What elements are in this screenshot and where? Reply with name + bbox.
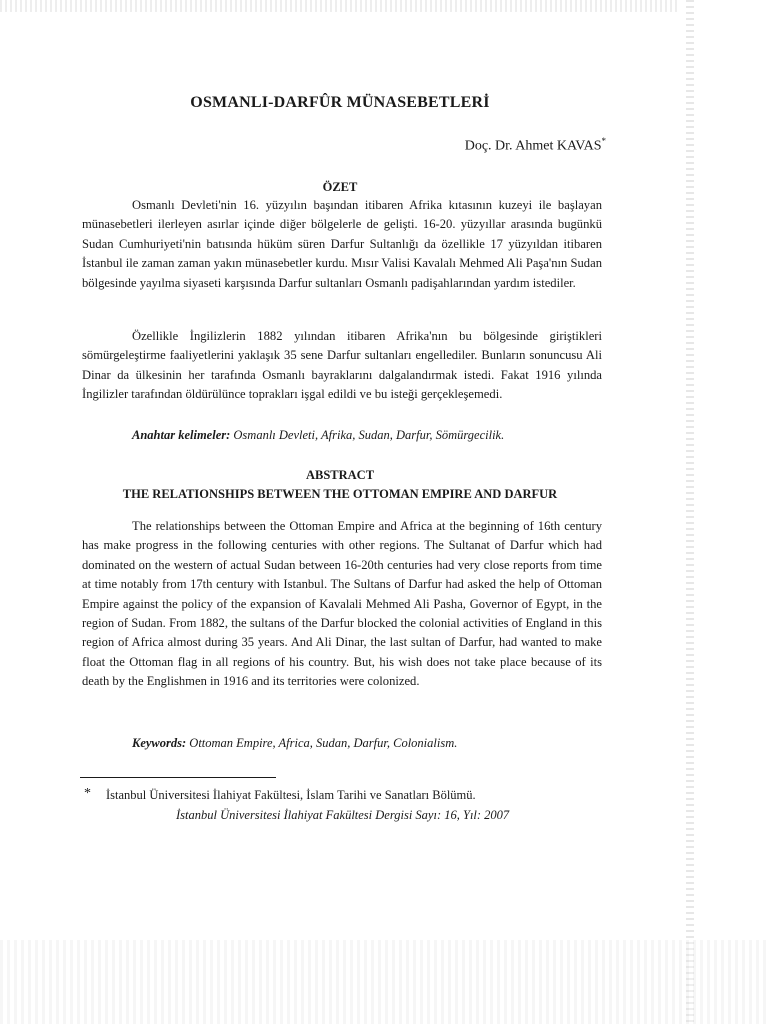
scan-noise-right [686, 0, 694, 1024]
ozet-paragraph-1: Osmanlı Devleti'nin 16. yüzyılın başından itibaren Afrika kıtasının kuzeyi ile başlayan münasebetleri ilerleyen asırlar içinde diğer bölgelerle de gelişti. 16-20. yüzyıllar arasında bugünkü Sudan Cumhuriyeti'nin batısında hüküm süren Darfur Sultanlığı da özellikle 17 yüzyıldan itibaren İstanbul ile zaman zaman yakın münasebetler kurdu. Mısır Valisi Kavalalı Mehmed Ali Paşa'nın Sudan bölgesinde yayılma siyaseti karşısında Darfur sultanları Osmanlı padişahlarından yardım istediler. [82, 198, 602, 290]
abstract-keywords-label: Keywords: [132, 736, 187, 750]
scan-noise-bottom [0, 940, 768, 1024]
scan-noise-top [0, 0, 680, 12]
abstract-subheading: THE RELATIONSHIPS BETWEEN THE OTTOMAN EMPIRE AND DARFUR [122, 487, 558, 501]
ozet-keywords [132, 428, 612, 443]
ozet-heading: ÖZET [322, 180, 358, 194]
article-title: OSMANLI-DARFÛR MÜNASEBETLERİ [190, 94, 490, 111]
ozet-keywords-label: Anahtar kelimeler: [132, 428, 231, 442]
ozet-paragraph-2: Özellikle İngilizlerin 1882 yılından itibaren Afrika'nın bu bölgesinde giriştikleri sömürgeleştirme faaliyetlerini yaklaşık 35 sene Darfur sultanları engellediler. Bunların sonuncusu Ali Dinar da ülkesinin her tarafında Osmanlı bayraklarını dalgalandırmak istedi. Fakat 1916 yılında İngilizler tarafından öldürülünce toprakları işgal edildi ve bu isteği gerçekleşemedi. [82, 329, 602, 402]
abstract-keywords-list: Ottoman Empire, Africa, Sudan, Darfur, Colonialism. [189, 736, 458, 750]
author-name: Doç. Dr. Ahmet KAVAS [464, 138, 602, 154]
abstract-heading: ABSTRACT [305, 468, 375, 482]
abstract-keywords [132, 736, 612, 751]
footnote-divider [80, 777, 276, 778]
abstract-paragraph: The relationships between the Ottoman Empire and Africa at the beginning of 16th century has make progress in the following centuries with other regions. The Sultanat of Darfur which had dominated on the western of actual Sudan between 16-20th centuries had very close reports from time at time notably from 17th century with Istanbul. The Sultans of Darfur had asked the help of Ottoman Empire against the policy of the expansion of Kavalali Mehmed Ali Pasha, Governor of Egypt, in the region of Sudan. From 1882, the sultans of the Darfur blocked the colonial activities of England in this region of Africa almost during 35 years. And Ali Dinar, the last sultan of Darfur, had wanted to make float the Ottoman flag in all regions of his country. But, his wish does not take place because of its death by the Englishmen in 1916 and its territories were colonized. [82, 519, 602, 689]
footnote-affiliation: İstanbul Üniversitesi İlahiyat Fakültesi, İslam Tarihi ve Sanatları Bölümü. [106, 788, 476, 802]
author-line [465, 136, 606, 155]
ozet-keywords-list: Osmanlı Devleti, Afrika, Sudan, Darfur, Sömürgecilik. [233, 428, 505, 442]
journal-citation: İstanbul Üniversitesi İlahiyat Fakültesi Dergisi Sayı: 16, Yıl: 2007 [176, 808, 510, 822]
author-footnote-mark: * [601, 136, 606, 146]
footnote-mark: * [84, 786, 91, 801]
